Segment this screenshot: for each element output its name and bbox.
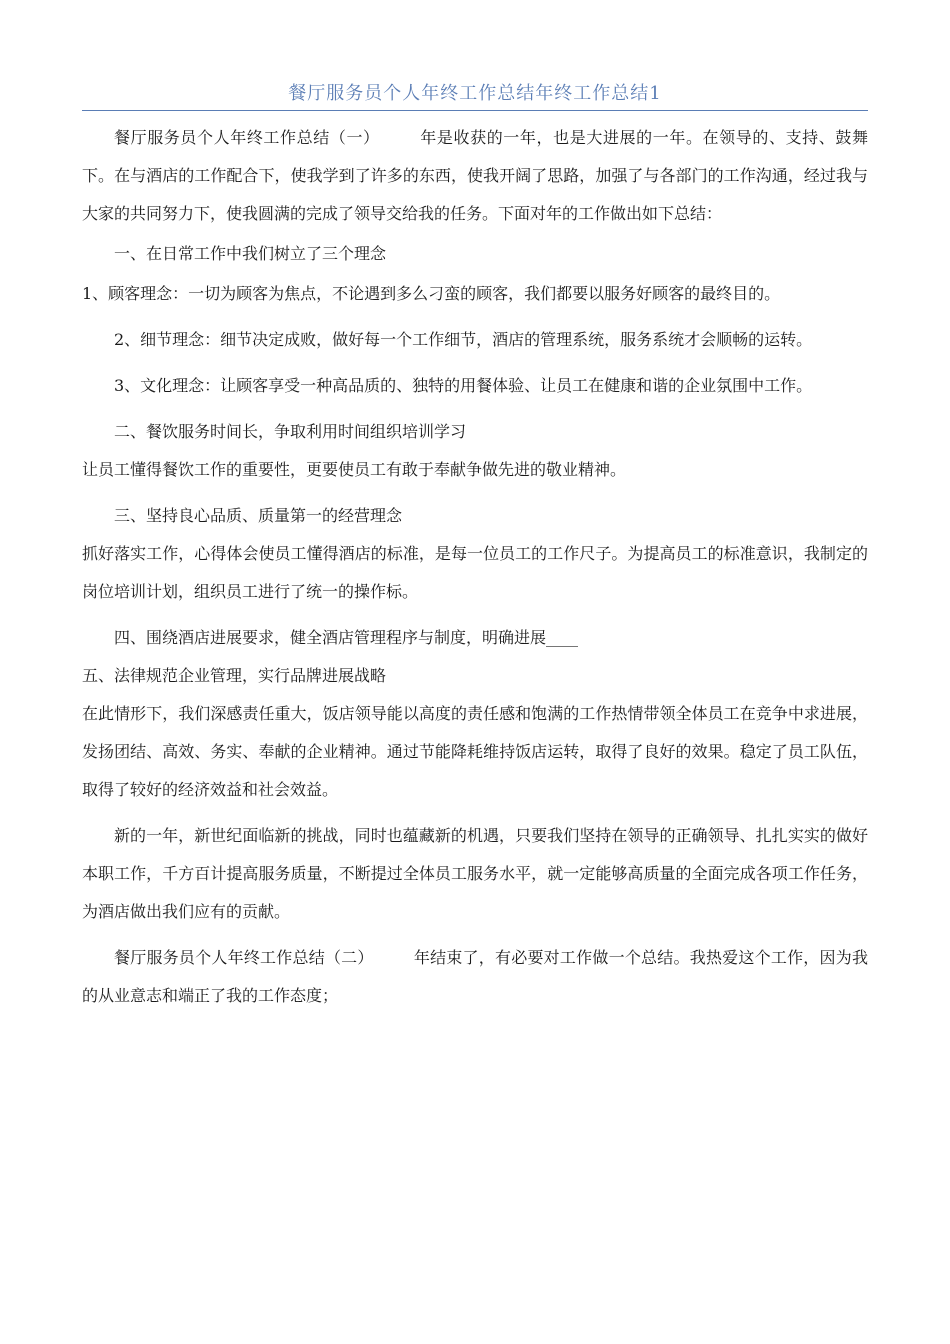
section-two-heading: 餐厅服务员个人年终工作总结（二）	[114, 948, 374, 967]
section-two-paragraph	[82, 939, 868, 1015]
customer-concept: 1、顾客理念：一切为顾客为焦点，不论遇到多么刁蛮的顾客，我们都要以服务好顾客的最终目的。	[82, 284, 781, 303]
document-title: 餐厅服务员个人年终工作总结年终工作总结1	[82, 80, 868, 111]
heading-five: 五、法律规范企业管理，实行品牌进展战略	[82, 666, 387, 685]
culture-concept: 3、文化理念：让顾客享受一种高品质的、独特的用餐体验、让员工在健康和谐的企业氛围中工作。	[114, 376, 813, 395]
situation-paragraph: 在此情形下，我们深感责任重大，饭店领导能以高度的责任感和饱满的工作热情带领全体员工在竞争中求进展，发扬团结、高效、务实、奉献的企业精神。通过节能降耗维持饭店运转，取得了良好的效果。稳定了员工队伍，取得了较好的经济效益和社会效益。	[82, 704, 868, 799]
heading-two: 二、餐饮服务时间长，争取利用时间组织培训学习	[114, 422, 467, 441]
document-page	[82, 80, 868, 1015]
heading-three: 三、坚持良心品质、质量第一的经营理念	[114, 506, 403, 525]
heading-one: 一、在日常工作中我们树立了三个理念	[114, 244, 387, 263]
section-two-text: 年结束了，有必要对工作做一个总结。我热爱这个工作，因为我的从业意志和端正了我的工作态度；	[82, 948, 868, 1005]
section-one-heading: 餐厅服务员个人年终工作总结（一）	[114, 128, 380, 147]
heading-four: 四、围绕酒店进展要求，健全酒店管理程序与制度，明确进展____	[114, 628, 579, 647]
standards-paragraph: 抓好落实工作，心得体会使员工懂得酒店的标准，是每一位员工的工作尺子。为提高员工的标准意识，我制定的岗位培训计划，组织员工进行了统一的操作标。	[82, 544, 868, 601]
detail-concept: 2、细节理念：细节决定成败，做好每一个工作细节，酒店的管理系统，服务系统才会顺畅的运转。	[114, 330, 813, 349]
intro-text: 年是收获的一年，也是大进展的一年。在领导的、支持、鼓舞下。在与酒店的工作配合下，使我学到了许多的东西，使我开阔了思路，加强了与各部门的工作沟通，经过我与大家的共同努力下，使我圆满的完成了领导交给我的任务。下面对年的工作做出如下总结：	[82, 128, 868, 223]
training-paragraph: 让员工懂得餐饮工作的重要性，更要使员工有敢于奉献争做先进的敬业精神。	[82, 460, 627, 479]
new-year-paragraph: 新的一年，新世纪面临新的挑战，同时也蕴藏新的机遇，只要我们坚持在领导的正确领导、扎扎实实的做好本职工作，千方百计提高服务质量，不断提过全体员工服务水平，就一定能够高质量的全面完成各项工作任务，为酒店做出我们应有的贡献。	[82, 826, 868, 921]
intro-paragraph	[82, 119, 868, 233]
